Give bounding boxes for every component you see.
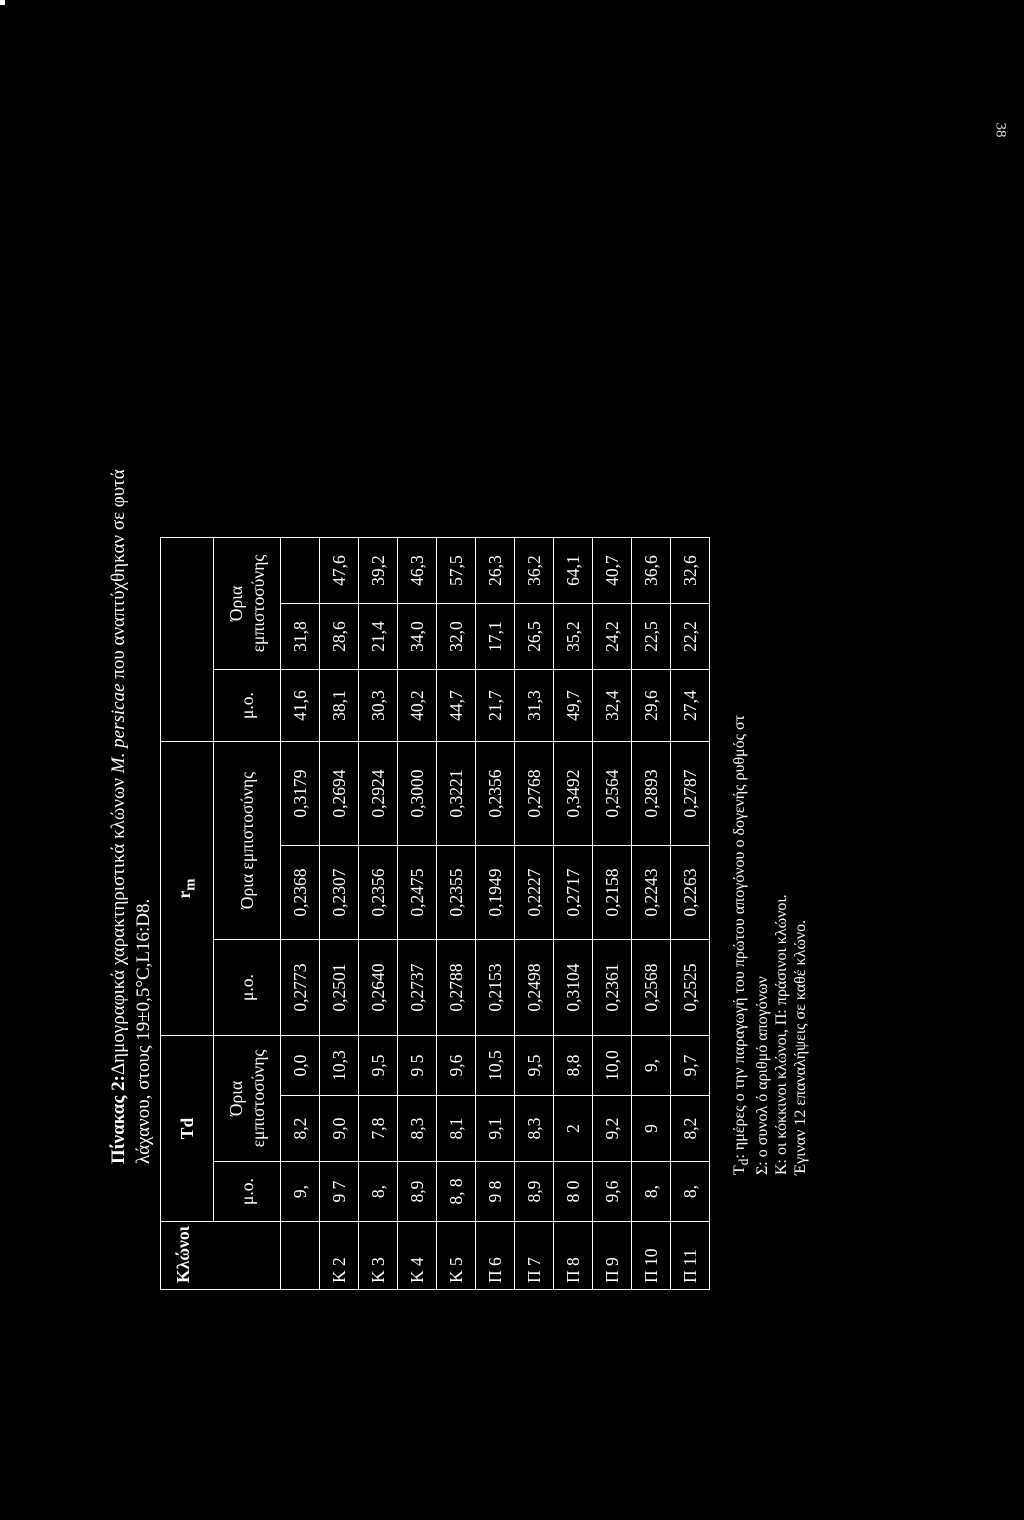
cell-td-mean: 9 8 [476, 1162, 515, 1222]
cell-rm-lo: 0,2355 [437, 846, 476, 940]
cell-td-lo: 9,2 [593, 1096, 632, 1162]
cell-clone: Π 9 [593, 1222, 632, 1290]
cell-s-lo: 34,0 [398, 604, 437, 670]
table-caption [106, 204, 156, 1164]
table-row [632, 538, 671, 1290]
cell-clone [281, 1222, 320, 1290]
cell-td-mean: 9,6 [593, 1162, 632, 1222]
cell-s-hi: 47,6 [320, 538, 359, 604]
cell-clone: Κ 2 [320, 1222, 359, 1290]
cell-td-hi: 8,8 [554, 1036, 593, 1096]
cell-s-mean: 27,4 [671, 670, 710, 742]
table-row [554, 538, 593, 1290]
cell-s-hi: 39,2 [359, 538, 398, 604]
cell-td-hi: 9,5 [515, 1036, 554, 1096]
cell-s-hi: 57,5 [437, 538, 476, 604]
cell-td-hi: 9,6 [437, 1036, 476, 1096]
table-row [476, 538, 515, 1290]
cell-rm-lo: 0,2158 [593, 846, 632, 940]
cell-rm-lo: 0,2475 [398, 846, 437, 940]
cell-td-mean: 8,9 [515, 1162, 554, 1222]
cell-td-hi: 9 5 [398, 1036, 437, 1096]
cell-s-mean: 29,6 [632, 670, 671, 742]
cell-s-mean: 21,7 [476, 670, 515, 742]
cell-rm-hi: 0,2694 [320, 742, 359, 846]
cell-td-lo: 7,8 [359, 1096, 398, 1162]
cell-td-mean: 9, [281, 1162, 320, 1222]
cell-s-lo: 26,5 [515, 604, 554, 670]
cell-s-lo: 28,6 [320, 604, 359, 670]
cell-rm-mean: 0,3104 [554, 940, 593, 1036]
cell-s-lo: 35,2 [554, 604, 593, 670]
table-row [671, 538, 710, 1290]
header-td-ci [214, 1036, 281, 1162]
table-body [281, 538, 710, 1290]
header-rm-mean: μ.ο. [214, 940, 281, 1036]
cell-rm-mean: 0,2501 [320, 940, 359, 1036]
header-rm-symbol: r [174, 890, 195, 899]
cell-rm-mean: 0,2788 [437, 940, 476, 1036]
note-clone-colors: Κ: οι κόκκινοι κλώνοι, Π: πράσινοι κλώνοι. [773, 894, 791, 1175]
cell-rm-hi: 0,2924 [359, 742, 398, 846]
cell-td-lo: 2 [554, 1096, 593, 1162]
header-s-mean: μ.ο. [214, 670, 281, 742]
cell-s-hi [281, 538, 320, 604]
table-row [320, 538, 359, 1290]
cell-td-lo: 8,3 [398, 1096, 437, 1162]
cell-rm-mean: 0,2525 [671, 940, 710, 1036]
cell-clone: Π 10 [632, 1222, 671, 1290]
cell-s-mean: 40,2 [398, 670, 437, 742]
cell-rm-hi: 0,2768 [515, 742, 554, 846]
cell-s-lo: 24,2 [593, 604, 632, 670]
table-row [515, 538, 554, 1290]
cell-s-mean: 38,1 [320, 670, 359, 742]
cell-clone: Κ 3 [359, 1222, 398, 1290]
cell-s-hi: 36,2 [515, 538, 554, 604]
demographics-table [160, 537, 710, 1290]
cell-td-mean: 8,9 [398, 1162, 437, 1222]
cell-rm-mean: 0,2153 [476, 940, 515, 1036]
caption-line-1 [106, 204, 131, 1164]
note-td [730, 715, 753, 1175]
cell-td-hi: 9, [632, 1036, 671, 1096]
cell-clone: Π 8 [554, 1222, 593, 1290]
cell-rm-hi: 0,3221 [437, 742, 476, 846]
cell-td-hi: 0,0 [281, 1036, 320, 1096]
cell-td-hi: 9,7 [671, 1036, 710, 1096]
table-row [359, 538, 398, 1290]
cell-s-hi: 32,6 [671, 538, 710, 604]
cell-s-hi: 40,7 [593, 538, 632, 604]
cell-td-lo: 8,3 [515, 1096, 554, 1162]
cell-rm-lo: 0,2227 [515, 846, 554, 940]
cell-rm-hi: 0,3179 [281, 742, 320, 846]
cell-s-mean: 44,7 [437, 670, 476, 742]
note-td-text: : ημέρες ο την παραγωγή του πρώτου απογόνου ο δογενής ρυθμός στ [731, 714, 748, 1159]
cell-rm-mean: 0,2361 [593, 940, 632, 1036]
cell-rm-hi: 0,2787 [671, 742, 710, 846]
note-td-symbol: T [731, 1165, 748, 1175]
header-rm-subscript: m [182, 878, 199, 891]
note-td-subscript: d [736, 1158, 752, 1166]
cell-rm-lo: 0,2717 [554, 846, 593, 940]
cell-rm-lo: 0,2263 [671, 846, 710, 940]
cell-s-lo: 21,4 [359, 604, 398, 670]
cell-s-mean: 32,4 [593, 670, 632, 742]
cell-rm-hi: 0,3000 [398, 742, 437, 846]
caption-text-after: που αναπτύχθηκαν σε φυτά [108, 469, 129, 679]
header-rm-ci: Όρια εμπιστοσύνης [214, 742, 281, 940]
header-s-ci-line1: Όρια [226, 585, 246, 622]
caption-line-2: λάχανου, στους 19±0,5°C,L16:D8. [133, 898, 154, 1164]
cell-rm-mean: 0,2737 [398, 940, 437, 1036]
caption-label: Πίνακας 2: [108, 1075, 129, 1164]
cell-s-hi: 46,3 [398, 538, 437, 604]
cell-td-hi: 10,3 [320, 1036, 359, 1096]
cell-rm-hi: 0,2893 [632, 742, 671, 846]
table-row [437, 538, 476, 1290]
cell-rm-mean: 0,2640 [359, 940, 398, 1036]
cell-s-lo: 31,8 [281, 604, 320, 670]
cell-td-hi: 10,5 [476, 1036, 515, 1096]
cell-s-mean: 30,3 [359, 670, 398, 742]
header-row-2 [214, 538, 281, 1290]
cell-clone: Π 6 [476, 1222, 515, 1290]
header-rm [161, 742, 214, 1036]
cell-td-mean: 8, [671, 1162, 710, 1222]
cell-td-mean: 8 0 [554, 1162, 593, 1222]
cell-rm-lo: 0,2356 [359, 846, 398, 940]
cell-rm-lo: 0,2243 [632, 846, 671, 940]
cell-td-lo: 9,1 [476, 1096, 515, 1162]
note-sigma: Σ: ο συνολ ό αριθμό απογόνων [754, 976, 772, 1175]
caption-text-before: Δημογραφικά χαρακτηριστικά κλώνων [108, 777, 129, 1076]
table-row [593, 538, 632, 1290]
cell-s-mean: 41,6 [281, 670, 320, 742]
header-td-ci-line2: εμπιστοσύνης [248, 1049, 268, 1148]
cell-td-mean: 8, [632, 1162, 671, 1222]
cell-s-lo: 32,0 [437, 604, 476, 670]
cell-clone: Π 11 [671, 1222, 710, 1290]
cell-clone: Κ 5 [437, 1222, 476, 1290]
header-s-ci [214, 538, 281, 670]
cell-s-lo: 17,1 [476, 604, 515, 670]
cell-rm-mean: 0,2773 [281, 940, 320, 1036]
caption-species: M. persicae [108, 683, 129, 774]
cell-td-mean: 9 7 [320, 1162, 359, 1222]
page-number: 38 [992, 122, 1009, 138]
table-row [398, 538, 437, 1290]
cell-clone: Π 7 [515, 1222, 554, 1290]
header-td-ci-line1: Όρια [226, 1080, 246, 1117]
cell-rm-hi: 0,2564 [593, 742, 632, 846]
cell-s-hi: 26,3 [476, 538, 515, 604]
table-notes [730, 715, 810, 1175]
cell-td-lo: 8,2 [671, 1096, 710, 1162]
header-td-mean: μ.ο. [214, 1162, 281, 1222]
cell-td-mean: 8, [359, 1162, 398, 1222]
cell-td-hi: 9,5 [359, 1036, 398, 1096]
cell-s-hi: 36,6 [632, 538, 671, 604]
cell-rm-lo: 0,2368 [281, 846, 320, 940]
cell-s-mean: 31,3 [515, 670, 554, 742]
header-row-1 [161, 538, 214, 1290]
cell-td-hi: 10,0 [593, 1036, 632, 1096]
header-clones: Κλώνοι [161, 1222, 281, 1290]
cell-td-mean: 8, 8 [437, 1162, 476, 1222]
cell-rm-lo: 0,1949 [476, 846, 515, 940]
table-row [281, 538, 320, 1290]
cell-td-lo: 8,2 [281, 1096, 320, 1162]
cell-td-lo: 9 [632, 1096, 671, 1162]
cell-s-lo: 22,5 [632, 604, 671, 670]
cell-rm-lo: 0,2307 [320, 846, 359, 940]
cell-s-lo: 22,2 [671, 604, 710, 670]
cell-rm-mean: 0,2568 [632, 940, 671, 1036]
cell-clone: Κ 4 [398, 1222, 437, 1290]
cell-rm-hi: 0,2356 [476, 742, 515, 846]
header-s-ci-line2: εμπιστοσύνης [248, 554, 268, 653]
cell-s-mean: 49,7 [554, 670, 593, 742]
cell-td-lo: 9,0 [320, 1096, 359, 1162]
note-replicates: Έγιναν 12 επαναλήψεις σε καθέ κλώνο. [792, 919, 810, 1175]
header-sigma [161, 538, 214, 742]
cell-rm-mean: 0,2498 [515, 940, 554, 1036]
cell-td-lo: 8,1 [437, 1096, 476, 1162]
cell-rm-hi: 0,3492 [554, 742, 593, 846]
cell-s-hi: 64,1 [554, 538, 593, 604]
header-td: Td [161, 1036, 214, 1222]
